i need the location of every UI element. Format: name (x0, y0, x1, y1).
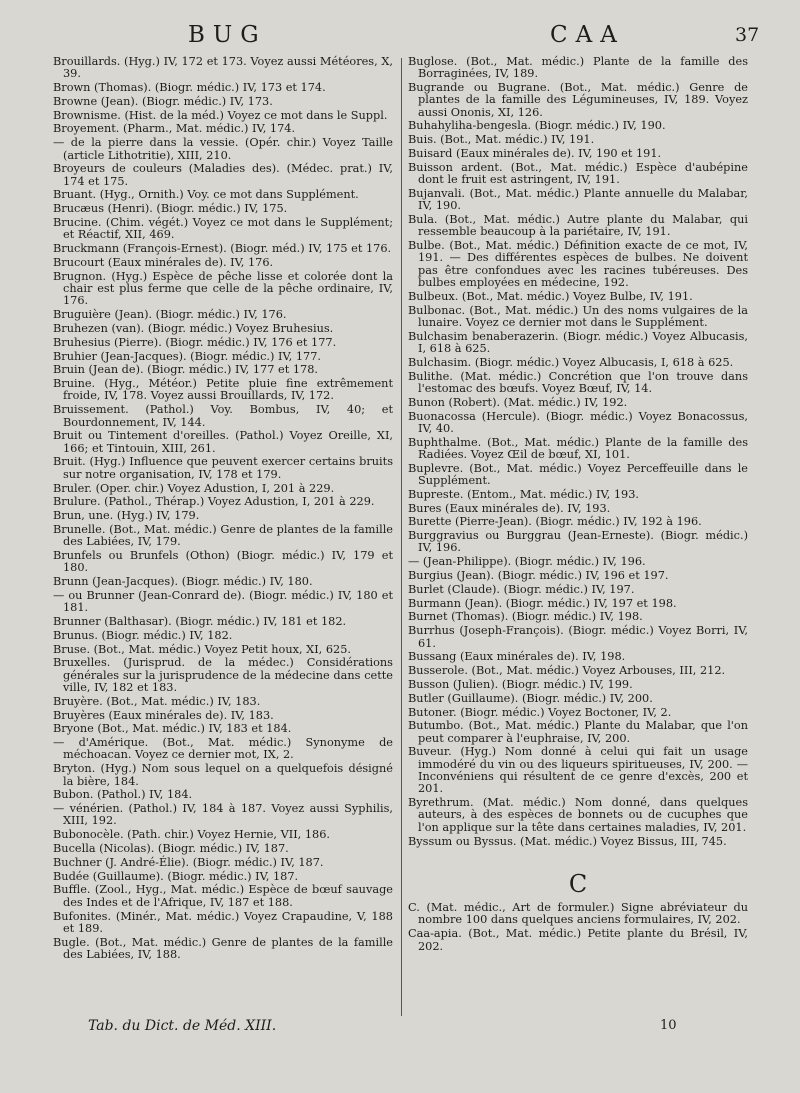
index-entry: Bruhezen (van). (Biogr. médic.) Voyez Bruhesius. (53, 321, 334, 335)
running-header (0, 18, 800, 52)
index-entry: Bupreste. (Entom., Mat. médic.) IV, 193. (408, 487, 640, 501)
index-entry: Brunfels ou Brunfels (Othon) (Biogr. médic.) IV, 179 et 180. (53, 548, 393, 575)
index-entry: Brun, une. (Hyg.) IV, 179. (53, 509, 200, 523)
index-entry: Brugnon. (Hyg.) Espèce de pêche lisse et colorée dont la chair est plus ferme que celle de la pêche ordinaire, IV, 176. (53, 269, 393, 308)
index-entry: Bruse. (Bot., Mat. médic.) Voyez Petit houx, XI, 625. (53, 642, 351, 656)
page-number: 37 (735, 24, 760, 46)
index-entry: Bulbeux. (Bot., Mat. médic.) Voyez Bulbe, IV, 191. (408, 289, 693, 303)
header-left: BUG (188, 22, 267, 48)
index-entry: Buglose. (Bot., Mat. médic.) Plante de la famille des Borraginées, IV, 189. (408, 55, 748, 81)
index-entry: Burette (Pierre-Jean). (Biogr. médic.) IV, 192 à 196. (408, 515, 702, 529)
index-entry: Buis. (Bot., Mat. médic.) IV, 191. (408, 133, 595, 147)
index-entry: — de la pierre dans la vessie. (Opér. chir.) Voyez Taille (article Lithotritie), XIII, 210. (53, 136, 393, 162)
index-entry: Brunelle. (Bot., Mat. médic.) Genre de plantes de la famille des Labiées, IV, 179. (53, 522, 393, 549)
index-entry: Buplevre. (Bot., Mat. médic.) Voyez Perceffeuille dans le Supplément. (408, 461, 748, 487)
index-entry: Brulure. (Pathol., Thérap.) Voyez Adustion, I, 201 à 229. (53, 495, 375, 509)
index-entry: Buphthalme. (Bot., Mat. médic.) Plante de la famille des Radiées. Voyez Œil de bœuf, XI, 101. (408, 435, 748, 461)
index-entry: Byrethrum. (Mat. médic.) Nom donné, dans quelques auteurs, à des espèces de bonnets ou de cucuphes que l'on applique sur la tête dans certaines maladies, IV, 201. (408, 796, 748, 834)
index-entry: Burnet (Thomas). (Biogr. médic.) IV, 198. (408, 610, 643, 624)
index-entry: — d'Amérique. (Bot., Mat. médic.) Synonyme de méchoacan. Voyez ce dernier mot, IX, 2. (53, 736, 393, 762)
index-entry: Bujanvali. (Bot., Mat. médic.) Plante annuelle du Malabar, IV, 190. (408, 186, 748, 213)
index-entry: Bunon (Robert). (Mat. médic.) IV, 192. (408, 395, 628, 409)
column-divider (401, 58, 402, 1016)
index-entry: Brouillards. (Hyg.) IV, 172 et 173. Voyez aussi Météores, X, 39. (53, 55, 393, 81)
index-entry: Bulchasim. (Biogr. médic.) Voyez Albucasis, I, 618 à 625. (408, 355, 734, 369)
index-entry: Bruyère. (Bot., Mat. médic.) IV, 183. (53, 694, 261, 708)
index-entry: Bryone (Bot., Mat. médic.) IV, 183 et 184. (53, 722, 292, 736)
index-entry: Buveur. (Hyg.) Nom donné à celui qui fait un usage immodéré du vin ou des liqueurs spiritueuses, IV, 200. — Inconvéniens qui résultent de ce genre d'excès, 200 et 201. (408, 745, 748, 796)
index-entry: Buffle. (Zool., Hyg., Mat. médic.) Espèce de bœuf sauvage des Indes et de l'Afrique, IV, 187 et 188. (53, 883, 393, 909)
index-entry: Bruant. (Hyg., Ornith.) Voy. ce mot dans Supplément. (53, 188, 359, 202)
index-entry: — ou Brunner (Jean-Conrard de). (Biogr. médic.) IV, 180 et 181. (53, 588, 393, 615)
right-column (408, 56, 748, 954)
index-entry: Brownisme. (Hist. de la méd.) Voyez ce mot dans le Suppl. (53, 108, 388, 122)
index-entry: Bruguière (Jean). (Biogr. médic.) IV, 176. (53, 308, 287, 322)
index-entry: — vénérien. (Pathol.) IV, 184 à 187. Voyez aussi Syphilis, XIII, 192. (53, 802, 393, 828)
index-entry: Buonacossa (Hercule). (Biogr. médic.) Voyez Bonacossus, IV, 40. (408, 409, 748, 435)
index-entry: Bugle. (Bot., Mat. médic.) Genre de plantes de la famille des Labiées, IV, 188. (53, 935, 393, 961)
index-entry: C. (Mat. médic., Art de formuler.) Signe abréviateur du nombre 100 dans quelques anciens formulaires, IV, 202. (408, 901, 748, 927)
index-entry: Broyeurs de couleurs (Maladies des). (Médec. prat.) IV, 174 et 175. (53, 162, 393, 188)
index-entry: Brucæus (Henri). (Biogr. médic.) IV, 175. (53, 202, 288, 216)
index-entry: Caa-apia. (Bot., Mat. médic.) Petite plante du Brésil, IV, 202. (408, 927, 748, 953)
signature-mark: 10 (660, 1018, 677, 1033)
index-entry: Buhahyliha-bengesla. (Biogr. médic.) IV, 190. (408, 119, 666, 133)
index-entry: Bussang (Eaux minérales de). IV, 198. (408, 650, 626, 664)
index-entry: Bures (Eaux minérales de). IV, 193. (408, 501, 611, 515)
index-entry: Bula. (Bot., Mat. médic.) Autre plante du Malabar, qui ressemble beaucoup à la pariétaire, IV, 191. (408, 213, 748, 239)
index-entry: Butler (Guillaume). (Biogr. médic.) IV, 200. (408, 691, 653, 705)
index-entry: Bruit ou Tintement d'oreilles. (Pathol.) Voyez Oreille, XI, 166; et Tintouin, XIII, 261. (53, 429, 393, 455)
index-entry: Bubonocèle. (Path. chir.) Voyez Hernie, VII, 186. (53, 828, 331, 842)
index-entry: Busserole. (Bot., Mat. médic.) Voyez Arbouses, III, 212. (408, 664, 726, 678)
index-entry: Butumbo. (Bot., Mat. médic.) Plante du Malabar, que l'on peut comparer à l'euphraise, IV, 200. (408, 719, 748, 745)
index-entry: Bulbonac. (Bot., Mat. médic.) Un des noms vulgaires de la lunaire. Voyez ce dernier mot dans le Supplément. (408, 303, 748, 329)
index-entry: Butoner. (Biogr. médic.) Voyez Boctoner, IV, 2. (408, 705, 672, 719)
index-entry: Brown (Thomas). (Biogr. médic.) IV, 173 et 174. (53, 81, 326, 95)
index-entry: Bulchasim benaberazerin. (Biogr. médic.) Voyez Albucasis, I, 618 à 625. (408, 329, 748, 356)
index-entry: Brunner (Balthasar). (Biogr. médic.) IV, 181 et 182. (53, 614, 347, 628)
index-entry: Brunus. (Biogr. médic.) IV, 182. (53, 628, 233, 642)
index-entry: Bruhesius (Pierre). (Biogr. médic.) IV, 176 et 177. (53, 335, 337, 349)
header-right: CAA (550, 22, 625, 48)
index-entry: Budée (Guillaume). (Biogr. médic.) IV, 187. (53, 869, 299, 883)
index-entry: Burmann (Jean). (Biogr. médic.) IV, 197 et 198. (408, 596, 677, 610)
index-entry: Buchner (J. André-Élie). (Biogr. médic.) IV, 187. (53, 855, 324, 869)
footer-title: Tab. du Dict. de Méd. XIII. (88, 1018, 277, 1034)
index-entry: Byssum ou Byssus. (Mat. médic.) Voyez Bissus, III, 745. (408, 834, 727, 848)
index-entry: Burggravius ou Burggrau (Jean-Erneste). (Biogr. médic.) IV, 196. (408, 529, 748, 555)
index-entry: Bruler. (Oper. chir.) Voyez Adustion, I, 201 à 229. (53, 481, 335, 495)
index-entry: Brunn (Jean-Jacques). (Biogr. médic.) IV, 180. (53, 575, 313, 589)
index-entry: Bugrande ou Bugrane. (Bot., Mat. médic.) Genre de plantes de la famille des Légumineuses, IV, 189. Voyez aussi Ononis, XI, 126. (408, 81, 748, 119)
index-entry: Bruissement. (Pathol.) Voy. Bombus, IV, 40; et Bourdonnement, IV, 144. (53, 403, 393, 429)
index-entry: Bubon. (Pathol.) IV, 184. (53, 788, 193, 802)
section-letter: C (568, 869, 588, 898)
index-entry: Burlet (Claude). (Biogr. médic.) IV, 197. (408, 582, 635, 596)
index-entry: Brucourt (Eaux minérales de). IV, 176. (53, 255, 274, 269)
index-entry: Bruxelles. (Jurisprud. de la médec.) Considérations générales sur la jurisprudence de la médecine dans cette ville, IV, 182 et 183. (53, 656, 393, 694)
index-entry: Bruin (Jean de). (Biogr. médic.) IV, 177 et 178. (53, 363, 318, 377)
index-entry: Bruit. (Hyg.) Influence que peuvent exercer certains bruits sur notre organisation, IV, 178 et 179. (53, 455, 393, 481)
index-entry: Bucella (Nicolas). (Biogr. médic.) IV, 187. (53, 842, 289, 856)
index-entry: Bulbe. (Bot., Mat. médic.) Définition exacte de ce mot, IV, 191. — Des différentes espèces de bulbes. Ne doivent pas être confondues avec les racines tubéreuses. Des bulbes employées en médecine, 192. (408, 239, 748, 290)
index-entry: Busson (Julien). (Biogr. médic.) IV, 199. (408, 677, 633, 691)
index-entry: Bruckmann (François-Ernest). (Biogr. méd.) IV, 175 et 176. (53, 242, 392, 256)
index-entry: Broyement. (Pharm., Mat. médic.) IV, 174. (53, 122, 296, 136)
index-entry: Bufonites. (Minér., Mat. médic.) Voyez Crapaudine, V, 188 et 189. (53, 909, 393, 935)
index-entry: Bryton. (Hyg.) Nom sous lequel on a quelquefois désigné la bière, 184. (53, 762, 393, 788)
index-entry: Bruhier (Jean-Jacques). (Biogr. médic.) IV, 177. (53, 349, 321, 363)
index-entry: Bulithe. (Mat. médic.) Concrétion que l'on trouve dans l'estomac des bœufs. Voyez Bœuf, IV, 14. (408, 369, 748, 395)
index-entry: Buisson ardent. (Bot., Mat. médic.) Espèce d'aubépine dont le fruit est astringent, IV, 191. (408, 160, 748, 187)
index-entry: Bruyères (Eaux minérales de). IV, 183. (53, 708, 274, 722)
index-entry: Bruine. (Hyg., Météor.) Petite pluie fine extrêmement froide, IV, 178. Voyez aussi Brouillards, IV, 172. (53, 377, 393, 403)
index-entry: Burrhus (Joseph-François). (Biogr. médic.) Voyez Borri, IV, 61. (408, 624, 748, 650)
index-entry: Burgius (Jean). (Biogr. médic.) IV, 196 et 197. (408, 569, 669, 583)
left-column (53, 56, 393, 963)
index-entry: Buisard (Eaux minérales de). IV, 190 et 191. (408, 147, 662, 161)
index-entry: Browne (Jean). (Biogr. médic.) IV, 173. (53, 94, 273, 108)
index-entry: — (Jean-Philippe). (Biogr. médic.) IV, 196. (408, 555, 646, 569)
index-entry: Brucine. (Chim. végét.) Voyez ce mot dans le Supplément; et Réactif, XII, 469. (53, 216, 393, 242)
